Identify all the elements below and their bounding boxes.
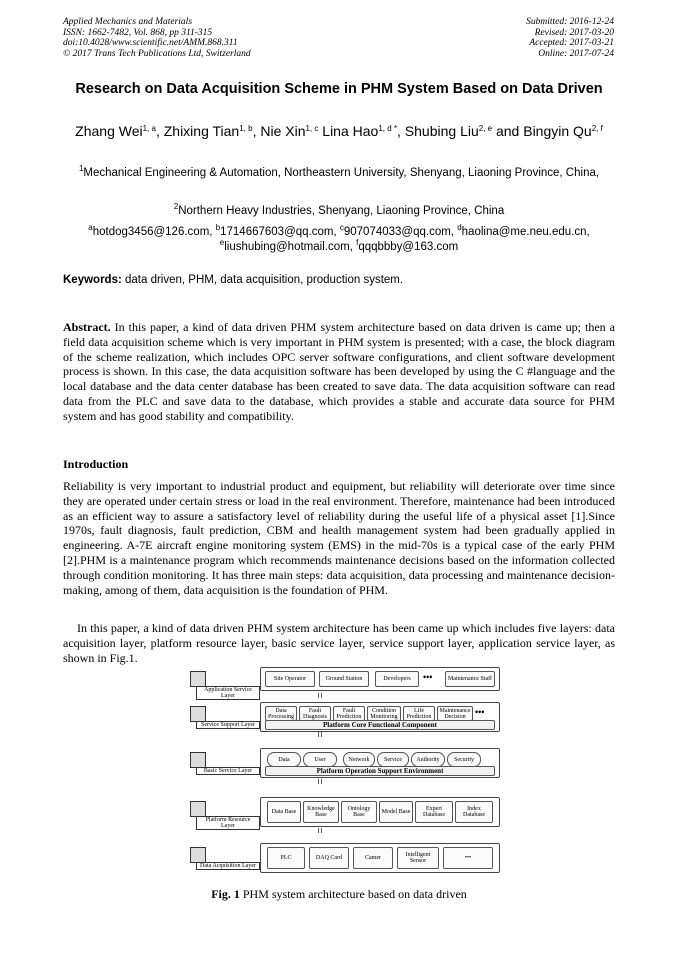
ellipsis: ••• [464,855,472,861]
figure-label: Fig. 1 [211,887,240,901]
figure-caption [63,887,615,902]
email-list: $^a$hotdog3456@126.com, $^b$1714667603@qq.com, $^c$907074033@qq.com, $^d$haolina@me.neu.edu.cn, $^e$liushubing@hotmail.com, $^f$qqqbbby@163.com [88,223,590,253]
email[interactable]: $^b$1714667603@qq.com [215,223,334,238]
ellipsis: ••• [475,707,485,717]
diagram-item: Fault Prediction [333,706,365,721]
submitted-date: Submitted: 2016-12-24 [526,17,614,27]
diagram-item: Knowledge Base [303,801,339,823]
server-icon [190,801,206,817]
journal-header-right [526,17,614,59]
author: Bingyin Qu$^{2, f}$ [523,123,603,139]
affiliation-1: $^1$Mechanical Engineering & Automation, Northeastern University, Shenyang, Liaoning Province, China, [78,164,600,179]
support-environment-bar: Platform Operation Support Environment [265,766,495,776]
layer-connector [318,828,322,833]
diagram-item: Condition Monitoring [367,706,401,721]
platform-resource-layer [190,797,500,827]
layer-label: Application Service Layer [196,686,260,700]
keywords [63,273,615,288]
architecture-figure [190,663,500,878]
diagram-item: Model Base [379,801,413,823]
abstract-text: In this paper, a kind of data driven PHM system architecture based on data driven is came up; then a field data acquisition scheme which is very important in PHM system is presented; with a case, the block diagram of the scheme realization, which includes OPC server software configurations, and client software development process is shown. In this case, the data acquisition software has been developed by using the C #language and the local database and the data center database has been created to save data. The data acquisition software can read data from the PLC and save data to the database, which provides a stable and accurate data source for PHM system and has good stability and compatibility. [63,320,615,423]
author: Lina Hao$^{1, d *}$, [322,123,405,139]
accepted-date: Accepted: 2017-03-21 [529,38,614,48]
diagram-item: Developers [375,671,419,687]
service-support-layer [190,702,500,732]
email[interactable]: $^e$liushubing@hotmail.com [219,238,350,253]
basic-service-layer [190,748,500,778]
keywords-text: data driven, PHM, data acquisition, production system. [125,274,404,286]
diagram-item [443,847,493,869]
layer-box [260,702,500,732]
diagram-item: Ontology Base [341,801,377,823]
email[interactable]: $^d$haolina@me.neu.edu.cn [457,223,587,238]
author: Nie Xin$^{1, c}$ [260,123,319,139]
diagram-item: Maintenance Decision [437,706,473,721]
ellipsis: ••• [423,672,433,682]
diagram-item: Data Processing [265,706,297,721]
layer-box [260,797,500,827]
diagram-item: Ground Station [319,671,369,687]
layer-label: Service Support Layer [196,721,260,729]
layer-connector [318,779,322,784]
journal-name: Applied Mechanics and Materials [63,17,193,27]
abstract-label: Abstract. [63,320,111,334]
diagram-item: Data [267,752,301,767]
diagram-item: Data Base [267,801,301,823]
diagram-item: Fault Diagnosis [299,706,331,721]
diagram-item: Security [447,752,481,767]
diagram-item: Network [343,752,375,767]
layer-label: Data Acquisition Layer [196,862,260,870]
introduction-heading: Introduction [63,457,129,471]
author: Zhang Wei$^{1, a}$, [75,123,164,139]
keywords-label: Keywords: [63,274,122,286]
email[interactable]: $^f$qqqbbby@163.com [356,238,459,253]
diagram-item: Site Operator [265,671,315,687]
application-service-layer [190,667,500,697]
figure-caption-text: PHM system architecture based on data driven [242,887,467,901]
layer-connector [318,693,322,698]
diagram-item: Life Prediction [403,706,435,721]
layer-label: Basic Service Layer [196,767,260,775]
core-component-bar: Platform Core Functional Component [265,720,495,730]
data-acquisition-layer [190,843,500,873]
email[interactable]: $^a$hotdog3456@126.com [88,223,210,238]
layer-connector [318,732,322,737]
layer-box [260,748,500,778]
layer-box [260,843,500,873]
introduction-paragraph-2: In this paper, a kind of data driven PHM system architecture has been came up which includes five layers: data acquisition layer, platform resource layer, basic service layer, service support layer, application service layer, as shown in Fig.1. [63,621,615,665]
diagram-item: Maintenance Staff [445,671,495,687]
issn-line: ISSN: 1662-7482, Vol. 868, pp 311-315 [63,27,213,38]
author: Zhixing Tian$^{1, b}$, [163,123,261,139]
revised-date: Revised: 2017-03-20 [534,27,614,38]
abstract [63,320,615,424]
diagram-item: Expert Database [415,801,453,823]
diagram-item: Service [377,752,409,767]
author-list [60,122,618,141]
author: Shubing Liu$^{2, e}$ and [404,123,524,139]
server-icon [190,706,206,722]
email[interactable]: $^c$907074033@qq.com [339,223,451,238]
diagram-item: DAQ Card [309,847,349,869]
diagram-item: Intelligent Sensor [397,847,439,869]
copyright-line: © 2017 Trans Tech Publications Ltd, Switzerland [63,48,251,59]
paper-title: Research on Data Acquisition Scheme in PHM System Based on Data Driven [75,81,603,97]
diagram-item: PLC [267,847,305,869]
introduction-paragraph-1: Reliability is very important to industrial product and equipment, but reliability will deteriorate over time since they are operated under certain stress or load in the real environment. Therefore, maintenance had been introduced as an efficient way to assure a satisfactory level of reliability during the useful life of a physical asset [1].Since 1970s, fault diagnosis, fault prediction, CBM and health management system had been gradually applied in engineering. A-7E aircraft engine monitoring system (EMS) in the mid-70s is a typical case of the early PHM [2].PHM is a maintenance program which recommends maintenance decisions based on the information collected through condition monitoring. It has three main steps: data acquisition, data processing and maintenance decision-making, among of them, data acquisition is the foundation of PHM. [63,479,615,597]
diagram-item: Index Database [455,801,493,823]
online-date: Online: 2017-07-24 [538,48,614,59]
server-icon [190,752,206,768]
doi-line: doi:10.4028/www.scientific.net/AMM.868.311 [63,38,238,48]
diagram-item: Authority [411,752,445,767]
laptop-icon [190,671,206,687]
affiliation-2: $^2$Northern Heavy Industries, Shenyang, Liaoning Province, China [173,202,505,217]
server-icon [190,847,206,863]
diagram-item: User [303,752,337,767]
diagram-item: Camer [353,847,393,869]
layer-box [260,667,500,691]
journal-header-left [63,17,251,59]
layer-label: Platform Resource Layer [196,816,260,830]
